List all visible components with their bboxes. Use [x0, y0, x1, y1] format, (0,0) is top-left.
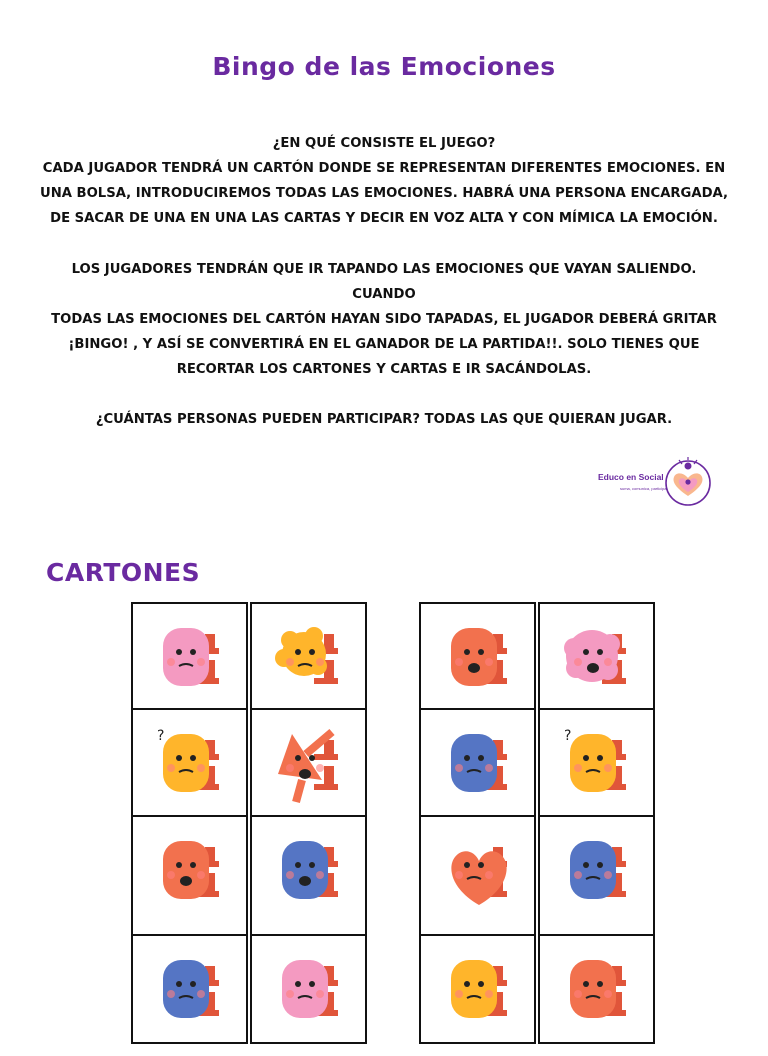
emotion-monster-icon	[421, 710, 538, 830]
emotion-monster-icon	[421, 817, 538, 937]
emotion-monster-icon	[252, 710, 369, 830]
logo-name: Educo en Social	[598, 472, 664, 482]
rules-line: LOS JUGADORES TENDRÁN QUE IR TAPANDO LAS EMOCIONES QUE VAYAN SALIENDO. CUANDO	[71, 262, 697, 302]
page-title: Bingo de las Emociones	[212, 52, 556, 81]
emotion-monster-icon	[421, 604, 538, 724]
bingo-card-2	[419, 602, 658, 1042]
bingo-cell	[419, 815, 536, 936]
heart-hands-icon	[658, 456, 718, 508]
bingo-cell	[131, 602, 248, 710]
bingo-cell	[538, 815, 655, 936]
bingo-cell	[131, 934, 248, 1044]
bingo-cell	[131, 815, 248, 936]
bingo-cell	[250, 815, 367, 936]
section-title: CARTONES	[46, 558, 201, 587]
emotion-monster-icon	[252, 604, 369, 724]
emotion-monster-icon	[133, 604, 250, 724]
intro-line: CADA JUGADOR TENDRÁ UN CARTÓN DONDE SE REPRESENTAN DIFERENTES EMOCIONES. EN	[42, 161, 726, 176]
bingo-cell	[538, 708, 655, 817]
logo-tagline: suma, comunica, participa	[620, 486, 667, 491]
emotion-monster-icon	[540, 817, 657, 937]
bingo-cell	[250, 708, 367, 817]
emotion-monster-icon	[133, 817, 250, 937]
intro-text	[40, 131, 728, 231]
intro-line: DE SACAR DE UNA EN UNA LAS CARTAS Y DECIR EN VOZ ALTA Y CON MÍMICA LA EMOCIÓN.	[50, 211, 718, 226]
emotion-monster-icon	[540, 710, 657, 830]
svg-text:?: ?	[564, 728, 572, 744]
emotion-monster-icon	[540, 936, 657, 1056]
bingo-card-1	[131, 602, 370, 1042]
emotion-monster-icon	[133, 936, 250, 1056]
emotion-monster-icon	[252, 817, 369, 937]
rules-line: ¡BINGO! , Y ASÍ SE CONVERTIRÁ EN EL GANADOR DE LA PARTIDA!!. SOLO TIENES QUE	[68, 337, 700, 352]
intro-line: UNA BOLSA, INTRODUCIREMOS TODAS LAS EMOCIONES. HABRÁ UNA PERSONA ENCARGADA,	[40, 186, 728, 201]
bingo-cell	[538, 934, 655, 1044]
intro-question: ¿EN QUÉ CONSISTE EL JUEGO?	[272, 136, 496, 151]
emotion-monster-icon	[421, 936, 538, 1056]
participants-line: ¿CUÁNTAS PERSONAS PUEDEN PARTICIPAR? TODAS LAS QUE QUIERAN JUGAR.	[95, 412, 673, 427]
bingo-cell	[538, 602, 655, 710]
rules-text	[40, 257, 728, 382]
brand-logo	[596, 456, 726, 512]
rules-line: RECORTAR LOS CARTONES Y CARTAS E IR SACÁNDOLAS.	[176, 362, 592, 377]
bingo-cell	[250, 934, 367, 1044]
emotion-monster-icon	[252, 936, 369, 1056]
bingo-cell	[419, 708, 536, 817]
bingo-cell	[131, 708, 248, 817]
rules-line: TODAS LAS EMOCIONES DEL CARTÓN HAYAN SIDO TAPADAS, EL JUGADOR DEBERÁ GRITAR	[51, 312, 717, 327]
svg-text:?: ?	[157, 728, 165, 744]
participants-text	[40, 407, 728, 432]
bingo-cell	[419, 934, 536, 1044]
bingo-cell	[250, 602, 367, 710]
emotion-monster-icon	[540, 604, 657, 724]
emotion-monster-icon	[133, 710, 250, 830]
bingo-cell	[419, 602, 536, 710]
